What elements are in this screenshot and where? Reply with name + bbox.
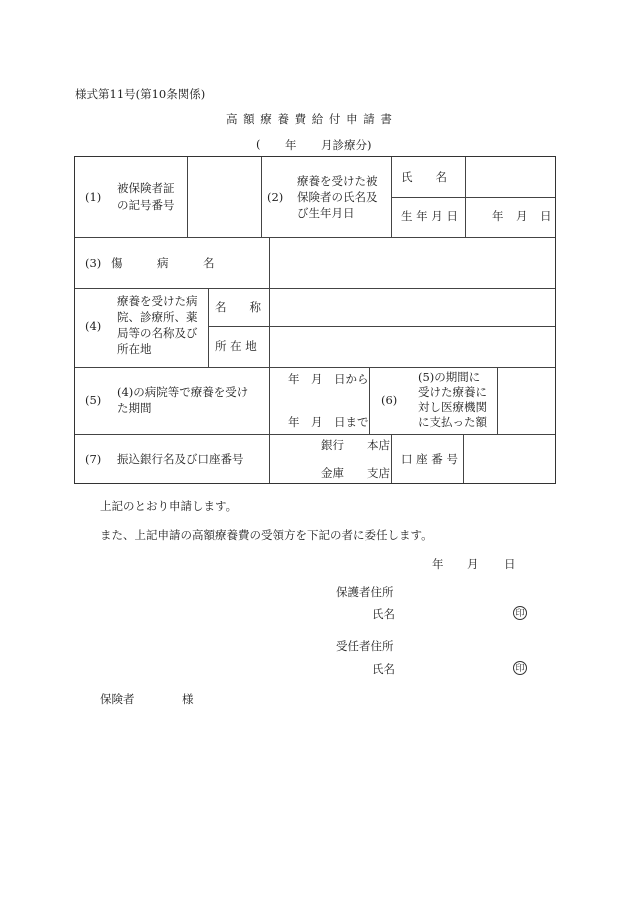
facility-label: 所在地 xyxy=(117,342,152,356)
patient-label: 療養を受けた被 xyxy=(297,174,378,188)
delegation-text: また、上記申請の高額療養費の受領方を下記の者に委任します。 xyxy=(100,528,433,542)
name-label: 氏 名 xyxy=(401,170,447,184)
treatment-period-label: た期間 xyxy=(117,401,152,415)
paid-amount-label: (5)の期間に xyxy=(418,370,481,384)
row-divider xyxy=(75,367,555,368)
col-divider xyxy=(463,434,464,483)
col-divider xyxy=(497,367,498,434)
period-to: 年 月 日まで xyxy=(288,415,369,429)
field-number: (7) xyxy=(85,452,102,466)
birth-year: 年 xyxy=(492,209,504,223)
account-number-field[interactable] xyxy=(465,436,554,482)
disease-name-field[interactable] xyxy=(271,239,554,287)
proxy-address-label: 受任者住所 xyxy=(336,639,394,653)
row-divider xyxy=(208,326,555,327)
field-number: (6) xyxy=(381,393,398,407)
patient-label: 保険者の氏名及 xyxy=(297,190,378,204)
field-number: (2) xyxy=(267,190,284,204)
date-day: 日 xyxy=(504,557,516,571)
period-from: 年 月 日から xyxy=(288,372,369,386)
birth-month: 月 xyxy=(516,209,528,223)
facility-name-field[interactable] xyxy=(271,290,554,325)
date-month: 月 xyxy=(467,557,479,571)
facility-label: 療養を受けた病 xyxy=(117,294,198,308)
facility-label: 局等の名称及び xyxy=(117,326,198,340)
birth-day: 日 xyxy=(540,209,552,223)
col-divider xyxy=(208,288,209,367)
col-divider xyxy=(465,157,466,237)
col-divider xyxy=(369,367,370,434)
field-number: (1) xyxy=(85,190,102,204)
col-divider xyxy=(261,157,262,237)
account-number-label: 口 座 番 号 xyxy=(401,452,458,466)
insurance-card-number-field[interactable] xyxy=(189,158,260,236)
col-divider xyxy=(269,237,270,288)
treatment-period-label: (4)の病院等で療養を受け xyxy=(117,385,249,399)
facility-label: 院、診療所、薬 xyxy=(117,310,198,324)
seal-icon: 印 xyxy=(513,661,527,675)
patient-label: び生年月日 xyxy=(297,206,355,220)
paid-amount-label: に支払った額 xyxy=(418,415,487,429)
row-divider xyxy=(75,288,555,289)
col-divider xyxy=(391,157,392,237)
bank-account-label: 振込銀行名及び口座番号 xyxy=(117,452,244,466)
field-number: (5) xyxy=(85,393,102,407)
patient-name-field[interactable] xyxy=(467,158,554,196)
seal-icon: 印 xyxy=(513,606,527,620)
disease-label: 傷 病 名 xyxy=(111,256,215,270)
date-year: 年 xyxy=(432,557,444,571)
branch-suffix: 支店 xyxy=(367,466,390,480)
proxy-name-label: 氏名 xyxy=(372,662,395,676)
head-office-suffix: 本店 xyxy=(367,438,390,452)
row-divider xyxy=(391,197,555,198)
col-divider xyxy=(187,157,188,237)
period-open: ( xyxy=(256,137,261,151)
row-divider xyxy=(75,434,555,435)
paid-amount-label: 対し医療機関 xyxy=(418,400,487,414)
field-number: (4) xyxy=(85,319,102,333)
facility-address-label: 所 在 地 xyxy=(215,339,257,353)
declaration-text: 上記のとおり申請します。 xyxy=(100,499,238,513)
application-table xyxy=(74,156,556,484)
insurance-card-label: の記号番号 xyxy=(117,198,175,212)
paid-amount-label: 受けた療養に xyxy=(418,385,487,399)
col-divider xyxy=(269,288,270,367)
field-number: (3) xyxy=(85,256,102,270)
honorific: 様 xyxy=(182,692,194,706)
period-year: 年 xyxy=(285,138,297,152)
guardian-address-label: 保護者住所 xyxy=(336,585,394,599)
bank-suffix: 銀行 xyxy=(321,438,344,452)
form-title: 高 額 療 養 費 給 付 申 請 書 xyxy=(226,112,393,126)
period-month: 月診療分) xyxy=(321,138,372,152)
form-number: 様式第11号(第10条関係) xyxy=(75,87,206,101)
insurer-label: 保険者 xyxy=(100,692,135,706)
credit-union-suffix: 金庫 xyxy=(321,466,344,480)
paid-amount-field[interactable] xyxy=(499,369,554,433)
facility-address-field[interactable] xyxy=(271,328,554,366)
facility-name-label: 名 称 xyxy=(215,300,261,314)
guardian-name-label: 氏名 xyxy=(372,607,395,621)
row-divider xyxy=(75,237,555,238)
col-divider xyxy=(391,434,392,483)
birthdate-label: 生 年 月 日 xyxy=(401,209,458,223)
col-divider xyxy=(269,367,270,483)
insurance-card-label: 被保険者証 xyxy=(117,181,175,195)
